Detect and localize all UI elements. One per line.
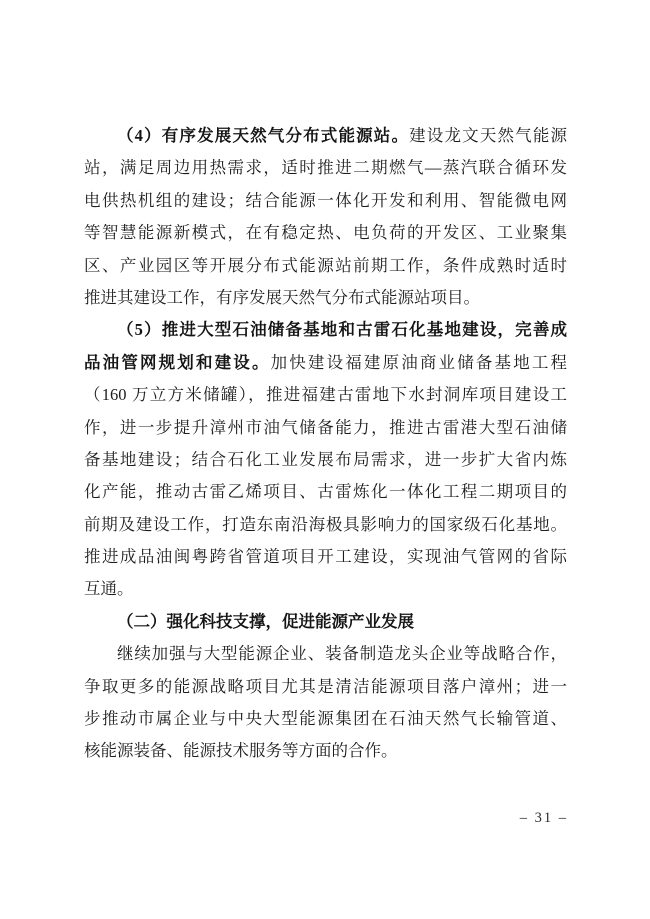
paragraph-line (84, 152, 567, 184)
heading-section-2 (84, 606, 567, 638)
paragraph-line (84, 606, 567, 638)
bold-text-segment: 品油管网规划和建设。 (84, 352, 271, 372)
paragraph-line (84, 541, 567, 573)
text-segment: 等智慧能源新模式，在有稳定热、电负荷的开发区、工业聚集 (84, 223, 567, 243)
text-segment: 争取更多的能源战略项目尤其是清洁能源项目落户漳州；进一 (84, 676, 567, 696)
text-segment: 电供热机组的建设；结合能源一体化开发和利用、智能微电网 (84, 190, 567, 210)
bold-text-segment: （二）强化科技支撑，促进能源产业发展 (117, 611, 414, 631)
bold-text-segment: （5）推进大型石油储备基地和古雷石化基地建设，完善成 (117, 320, 567, 340)
text-segment: 互通。 (84, 579, 134, 599)
text-segment: 推进其建设工作，有序发展天然气分布式能源站项目。 (84, 287, 480, 307)
text-segment: 步推动市属企业与中央大型能源集团在石油天然气长输管道、 (84, 709, 567, 729)
text-segment: 前期及建设工作，打造东南沿海极具影响力的国家级石化基地。 (84, 514, 567, 534)
paragraph-line (84, 120, 567, 152)
text-segment: 核能源装备、能源技术服务等方面的合作。 (84, 741, 398, 761)
document-body (84, 120, 567, 768)
paragraph-line (84, 379, 567, 411)
paragraph-cooperation (84, 638, 567, 768)
text-segment: 推进成品油闽粤跨省管道项目开工建设，实现油气管网的省际 (84, 547, 567, 567)
paragraph-line (84, 509, 567, 541)
paragraph-line (84, 185, 567, 217)
page-number: – 31 – (519, 810, 568, 826)
paragraph-line (84, 476, 567, 508)
paragraph-line (84, 217, 567, 249)
text-segment: 加快建设福建原油商业储备基地工程 (270, 352, 568, 372)
text-segment: 区、产业园区等开展分布式能源站前期工作，条件成熟时适时 (84, 255, 567, 275)
paragraph-item-4 (84, 120, 567, 314)
text-segment: 继续加强与大型能源企业、装备制造龙头企业等战略合作， (117, 644, 567, 664)
text-segment: 备基地建设；结合石化工业发展布局需求，进一步扩大省内炼 (84, 449, 567, 469)
paragraph-item-5 (84, 314, 567, 606)
paragraph-line (84, 735, 567, 767)
bold-text-segment: （4）有序发展天然气分布式能源站。 (117, 126, 410, 145)
paragraph-line (84, 347, 567, 379)
paragraph-line (84, 638, 567, 670)
text-segment: 作，进一步提升漳州市油气储备能力，推进古雷港大型石油储 (84, 417, 567, 437)
text-segment: （160 万立方米储罐），推进福建古雷地下水封洞库项目建设工 (84, 385, 567, 405)
paragraph-line (84, 412, 567, 444)
paragraph-line (84, 703, 567, 735)
paragraph-line (84, 282, 567, 314)
text-segment: 化产能，推动古雷乙烯项目、古雷炼化一体化工程二期项目的 (84, 482, 567, 502)
paragraph-line (84, 444, 567, 476)
paragraph-line (84, 314, 567, 346)
paragraph-line (84, 573, 567, 605)
paragraph-line (84, 671, 567, 703)
text-segment: 站，满足周边用热需求，适时推进二期燃气—蒸汽联合循环发 (84, 158, 567, 178)
text-segment: 建设龙文天然气能源 (409, 126, 568, 145)
paragraph-line (84, 250, 567, 282)
